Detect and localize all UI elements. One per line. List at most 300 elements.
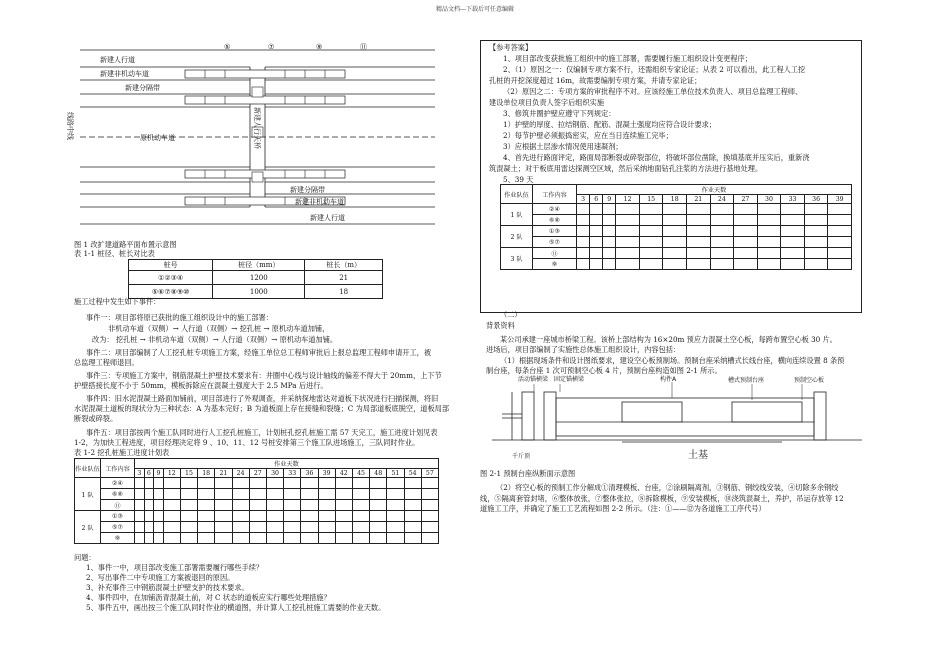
day-cell — [154, 500, 164, 511]
page-header: 精品文档---下载后可任意编辑 — [435, 6, 515, 13]
day-cell — [577, 215, 590, 226]
day-cell — [687, 248, 711, 259]
day-cell — [180, 489, 197, 500]
day-cell — [154, 533, 164, 544]
day-cell — [577, 204, 590, 215]
answer-line: 建设单位项目负责人签字后组织实施 — [489, 98, 605, 107]
table-schedule-12 — [74, 458, 439, 544]
answer-line: 3、修筑井圈护壁应遵守下列规定： — [503, 109, 616, 118]
day-cell — [828, 215, 852, 226]
table-header: 桩号 — [129, 260, 213, 271]
day-cell — [301, 522, 318, 533]
svg-text:预制空心板: 预制空心板 — [794, 377, 825, 384]
day-header: 18 — [198, 469, 215, 478]
day-cell — [198, 500, 215, 511]
table-row — [501, 215, 852, 226]
day-header: 9 — [154, 469, 164, 478]
day-cell — [163, 489, 180, 500]
day-cell — [215, 511, 232, 522]
day-cell — [318, 522, 335, 533]
day-cell — [215, 533, 232, 544]
day-cell — [352, 522, 369, 533]
day-cell — [590, 226, 603, 237]
day-cell — [352, 500, 369, 511]
day-cell — [577, 259, 590, 270]
day-cell — [577, 237, 590, 248]
part2-after: 线，⑤隔离套管封堵，⑥整体放张，⑦整体张拉，⑧拆除模板，⑨安装模板，⑩浇筑混凝土，养护，吊运存放等 12 — [480, 494, 844, 503]
table-row — [501, 248, 852, 259]
day-cell — [404, 522, 421, 533]
part2-line: 制台座，每条台座 1 次可预制空心板 4 片，预制台座构造如图 2-1 所示。 — [486, 366, 722, 375]
day-header: 27 — [734, 195, 758, 204]
day-cell — [663, 215, 687, 226]
day-header: 57 — [421, 469, 438, 478]
question-item: 3、补充事件三中钢筋混凝土护壁支护的技术要求。 — [86, 583, 249, 592]
day-cell — [180, 478, 197, 489]
work-cell: ⑨ — [101, 533, 135, 544]
day-cell — [266, 500, 283, 511]
day-cell — [616, 215, 640, 226]
day-cell — [284, 522, 301, 533]
svg-text:千斤顶: 千斤顶 — [512, 453, 531, 460]
day-cell — [249, 500, 266, 511]
svg-text:原机动车道: 原机动车道 — [140, 134, 175, 142]
questions-title: 问题： — [74, 553, 96, 562]
day-cell — [663, 248, 687, 259]
day-cell — [335, 511, 352, 522]
svg-text:活动锚横梁: 活动锚横梁 — [518, 376, 549, 383]
day-cell — [163, 500, 180, 511]
table-row — [75, 533, 439, 544]
day-cell — [301, 478, 318, 489]
day-cell — [370, 511, 387, 522]
day-cell — [335, 478, 352, 489]
day-cell — [249, 511, 266, 522]
day-cell — [370, 489, 387, 500]
day-cell — [590, 237, 603, 248]
day-cell — [639, 226, 663, 237]
day-cell — [404, 478, 421, 489]
team-cell: 3 队 — [501, 248, 533, 270]
day-cell — [249, 533, 266, 544]
answer-box — [480, 40, 862, 313]
day-cell — [687, 204, 711, 215]
day-cell — [603, 248, 616, 259]
left-text: 施工过程中发生如下事件： — [74, 297, 161, 306]
day-header: 18 — [663, 195, 687, 204]
work-cell: ⑤⑦ — [101, 522, 135, 533]
day-cell — [370, 522, 387, 533]
day-cell — [757, 248, 781, 259]
day-cell — [370, 533, 387, 544]
day-cell — [144, 478, 154, 489]
day-header: 24 — [710, 195, 734, 204]
day-cell — [144, 511, 154, 522]
day-cell — [144, 522, 154, 533]
day-cell — [639, 204, 663, 215]
day-cell — [284, 511, 301, 522]
day-cell — [590, 248, 603, 259]
day-cell — [387, 511, 404, 522]
part2-title: （二） — [500, 310, 522, 319]
day-cell — [757, 237, 781, 248]
col-work: 工作内容 — [533, 185, 577, 204]
day-cell — [387, 478, 404, 489]
day-cell — [266, 511, 283, 522]
day-cell — [616, 204, 640, 215]
day-cell — [710, 226, 734, 237]
day-cell — [266, 478, 283, 489]
day-cell — [318, 511, 335, 522]
day-cell — [804, 226, 828, 237]
day-cell — [404, 511, 421, 522]
table-cell: ⑤⑥⑦⑧⑨⑩ — [129, 285, 213, 299]
day-cell — [318, 489, 335, 500]
day-cell — [215, 478, 232, 489]
day-cell — [352, 478, 369, 489]
day-cell — [370, 478, 387, 489]
day-header: 6 — [144, 469, 154, 478]
day-header: 21 — [215, 469, 232, 478]
day-header: 48 — [370, 469, 387, 478]
table-pile-compare — [128, 259, 383, 299]
table-schedule-answer — [500, 184, 852, 270]
day-cell — [828, 248, 852, 259]
work-cell: ⑥⑧ — [101, 489, 135, 500]
day-header: 3 — [135, 469, 145, 478]
day-cell — [301, 511, 318, 522]
day-cell — [335, 500, 352, 511]
left-text: 1-2，为加快工程进度，项目经理决定将 9 、10、11、12 号桩安排第三个施工队进场施工，三队同时作业。 — [74, 438, 420, 447]
team-cell: 2 队 — [501, 226, 533, 248]
left-text: 事件三：专项施工方案中，钢筋混凝土护壁技术要求有：井圈中心线与设计轴线的偏差不得大于 20mm，上下节 — [86, 371, 442, 380]
team-cell: 2 队 — [75, 511, 101, 544]
col-work: 工作内容 — [101, 459, 135, 478]
day-cell — [335, 533, 352, 544]
table-row — [501, 204, 852, 215]
part2-line: （1）根据现场条件和设计图纸要求，建设空心板预制场。预制台座采纳槽式长线台座，横向连续设置 8 条预 — [500, 356, 845, 365]
day-cell — [284, 500, 301, 511]
day-cell — [663, 259, 687, 270]
day-cell — [687, 237, 711, 248]
part2-after: （2）将空心板的预制工作分解成①清理模板、台座，②涂刷隔离剂，③钢筋、钢绞线安装，④切除多余钢绞 — [496, 483, 839, 492]
day-cell — [421, 511, 438, 522]
svg-text:⑦: ⑦ — [268, 43, 275, 51]
answer-line: 2、（1）原因之一：仅编制专项方案不行，还需组织专家论证；从表 2 可以看出，此工程人工挖 — [503, 65, 806, 74]
day-cell — [639, 215, 663, 226]
day-cell — [663, 226, 687, 237]
svg-text:槽式预制台座: 槽式预制台座 — [728, 377, 765, 384]
day-cell — [352, 533, 369, 544]
table11-title: 表 1-1 桩径、桩长对比表 — [74, 249, 155, 258]
day-header: 3 — [577, 195, 590, 204]
day-cell — [404, 533, 421, 544]
answer-line: （2）原因之二：专项方案的审批程序不对。应该经施工单位技术负责人、项目总监理工程师、 — [503, 87, 803, 96]
day-header: 36 — [301, 469, 318, 478]
day-cell — [828, 226, 852, 237]
day-header: 33 — [781, 195, 805, 204]
day-cell — [198, 478, 215, 489]
day-cell — [284, 533, 301, 544]
day-cell — [163, 522, 180, 533]
table-row — [501, 259, 852, 270]
question-item: 4、事件四中，在加铺沥青混凝土前，对 C 状态的道板应实行哪些处理措施？ — [86, 593, 331, 602]
svg-text:构件A: 构件A — [660, 376, 677, 383]
day-header: 21 — [687, 195, 711, 204]
table-cell: 21 — [305, 271, 383, 285]
day-cell — [781, 204, 805, 215]
day-cell — [603, 226, 616, 237]
day-cell — [804, 215, 828, 226]
answer-line: 1）护壁的厚度、拉结钢筋、配筋、混凝土强度均应符合设计要求； — [503, 120, 717, 129]
work-cell: ②④ — [533, 204, 577, 215]
left-text: 总监理工程师退回。 — [74, 358, 139, 367]
day-cell — [318, 500, 335, 511]
day-cell — [421, 500, 438, 511]
svg-text:新建人行道: 新建人行道 — [310, 214, 345, 222]
day-header: 9 — [603, 195, 616, 204]
day-cell — [135, 511, 145, 522]
work-cell: ⑤⑦ — [533, 237, 577, 248]
day-cell — [232, 511, 249, 522]
day-cell — [232, 522, 249, 533]
day-cell — [616, 226, 640, 237]
day-cell — [710, 204, 734, 215]
left-text: 事件五：项目部按两个施工队同时进行人工挖孔桩施工，计划桩孔挖孔桩施工需 57 天完工，施工进度计划见表 — [86, 428, 438, 437]
left-text: 事件四：旧水泥混凝土路面加铺前，项目部进行了外观调查，并采纳探地雷达对道板下状况进行扫描探测，将旧 — [86, 394, 439, 403]
fig1-caption: 图 1 改扩建道路平面布置示意图 — [74, 240, 177, 249]
day-cell — [335, 522, 352, 533]
day-cell — [663, 237, 687, 248]
day-cell — [421, 522, 438, 533]
table-row — [75, 478, 439, 489]
left-text: 事件一：项目部将原已获批的施工组织设计中的施工部署： — [86, 313, 273, 322]
day-cell — [590, 215, 603, 226]
day-cell — [734, 204, 758, 215]
prefab-bed-figure — [482, 372, 882, 467]
day-cell — [421, 478, 438, 489]
answer-line: 1、项目部改变获批施工组织中的施工部署，需要履行施工组织设计变更程序； — [503, 54, 752, 63]
day-cell — [370, 500, 387, 511]
day-cell — [828, 237, 852, 248]
question-item: 5、事件五中，画出按三个施工队同时作业的横道图，并计算人工挖孔桩施工需要的作业天数。 — [86, 603, 386, 612]
day-cell — [198, 533, 215, 544]
day-header: 54 — [404, 469, 421, 478]
day-cell — [249, 478, 266, 489]
day-cell — [387, 489, 404, 500]
day-cell — [232, 489, 249, 500]
day-cell — [154, 489, 164, 500]
day-cell — [663, 204, 687, 215]
day-cell — [781, 237, 805, 248]
svg-text:新建分隔带: 新建分隔带 — [290, 186, 325, 194]
day-cell — [804, 259, 828, 270]
day-cell — [215, 500, 232, 511]
answer-line: 筑混凝土；对于板底用雷达探测空区域，然后采纳地面钻孔注浆的方法进行基地处理。 — [489, 164, 763, 173]
svg-text:新建非机动车道: 新建非机动车道 — [295, 198, 344, 206]
day-cell — [387, 522, 404, 533]
day-cell — [352, 489, 369, 500]
table-row — [501, 237, 852, 248]
svg-text:⑨: ⑨ — [316, 43, 323, 51]
day-cell — [603, 259, 616, 270]
day-cell — [757, 259, 781, 270]
day-cell — [687, 259, 711, 270]
day-cell — [232, 478, 249, 489]
table-cell: 18 — [305, 285, 383, 299]
day-cell — [135, 478, 145, 489]
day-cell — [198, 489, 215, 500]
table-cell: 1200 — [213, 271, 305, 285]
day-header: 39 — [318, 469, 335, 478]
day-cell — [781, 259, 805, 270]
day-header: 45 — [352, 469, 369, 478]
day-cell — [387, 533, 404, 544]
day-cell — [603, 215, 616, 226]
day-cell — [144, 500, 154, 511]
table-cell: 1000 — [213, 285, 305, 299]
day-cell — [757, 215, 781, 226]
left-text: 水泥混凝土道板的现状分为三种状态：A 为基本完好；B 为道板面上存在接缝和裂缝；C 为局部道板底脱空，道板局部 — [74, 404, 450, 413]
part2-bg: 背景资料 — [486, 321, 515, 330]
day-cell — [135, 522, 145, 533]
day-cell — [215, 489, 232, 500]
day-cell — [135, 489, 145, 500]
day-cell — [804, 204, 828, 215]
day-cell — [616, 248, 640, 259]
day-cell — [284, 489, 301, 500]
day-cell — [734, 259, 758, 270]
day-header: 15 — [639, 195, 663, 204]
day-cell — [301, 533, 318, 544]
day-cell — [215, 522, 232, 533]
day-cell — [284, 478, 301, 489]
road-plan-figure — [66, 42, 440, 237]
day-cell — [154, 522, 164, 533]
table-row — [75, 500, 439, 511]
work-cell: ⑪ — [101, 500, 135, 511]
day-header: 42 — [335, 469, 352, 478]
day-cell — [163, 533, 180, 544]
day-cell — [639, 248, 663, 259]
day-cell — [266, 533, 283, 544]
table12-title: 表 1-2 挖孔桩施工进度计划表 — [74, 448, 170, 457]
col-days: 作业天数 — [135, 459, 439, 469]
svg-text:新建分隔带: 新建分隔带 — [125, 84, 160, 92]
table-cell: ①②③④ — [129, 271, 213, 285]
day-cell — [301, 489, 318, 500]
day-cell — [266, 489, 283, 500]
svg-text:线路中线: 线路中线 — [66, 112, 74, 140]
day-cell — [710, 237, 734, 248]
day-header: 24 — [232, 469, 249, 478]
day-cell — [318, 533, 335, 544]
day-cell — [180, 533, 197, 544]
part2-after: 道施工工序，并确定了施工工艺流程如图 2-2 所示。（注：①——⑫为各道施工工序代号） — [480, 504, 766, 513]
day-cell — [781, 248, 805, 259]
day-header: 36 — [804, 195, 828, 204]
svg-text:固定锚横梁: 固定锚横梁 — [554, 376, 585, 383]
day-cell — [710, 248, 734, 259]
team-cell: 1 队 — [75, 478, 101, 511]
table-row — [501, 226, 852, 237]
table-row — [75, 489, 439, 500]
day-cell — [757, 204, 781, 215]
day-cell — [135, 500, 145, 511]
day-cell — [616, 259, 640, 270]
answer-line: 3）应根据土层渗水情况使用速凝剂； — [503, 142, 623, 151]
day-header: 6 — [590, 195, 603, 204]
day-cell — [616, 237, 640, 248]
road-label: 新建人行道 — [100, 56, 135, 64]
svg-text:⑤: ⑤ — [224, 43, 231, 51]
day-cell — [828, 204, 852, 215]
day-cell — [249, 522, 266, 533]
answer-title: 【参考答案】 — [489, 43, 533, 52]
day-header: 12 — [616, 195, 640, 204]
day-cell — [404, 500, 421, 511]
day-cell — [421, 533, 438, 544]
day-cell — [249, 489, 266, 500]
day-cell — [687, 226, 711, 237]
col-team: 作业队伍 — [75, 459, 101, 478]
day-cell — [180, 511, 197, 522]
work-cell: ②④ — [101, 478, 135, 489]
left-text: 护壁搭接长度不小于 50mm，模板拆除应在混凝土强度大于 2.5 MPa 后进行。 — [74, 381, 328, 390]
day-cell — [232, 533, 249, 544]
day-cell — [154, 511, 164, 522]
table-header: 桩径（mm） — [213, 260, 305, 271]
day-cell — [404, 489, 421, 500]
day-header: 30 — [757, 195, 781, 204]
day-cell — [163, 478, 180, 489]
table-row — [75, 511, 439, 522]
day-cell — [639, 237, 663, 248]
answer-line: 2）每节护壁必须振捣密实，应在当日连续施工完毕； — [503, 131, 673, 140]
day-cell — [577, 226, 590, 237]
day-cell — [387, 500, 404, 511]
team-cell: 1 队 — [501, 204, 533, 226]
day-cell — [710, 215, 734, 226]
col-team: 作业队伍 — [501, 185, 533, 204]
day-cell — [710, 259, 734, 270]
day-cell — [734, 237, 758, 248]
day-cell — [163, 511, 180, 522]
day-cell — [180, 522, 197, 533]
day-cell — [828, 259, 852, 270]
day-header: 33 — [284, 469, 301, 478]
svg-text:新建人行天桥: 新建人行天桥 — [253, 107, 261, 149]
work-cell: ⑪ — [533, 248, 577, 259]
fig2-caption: 图 2-1 预制台座纵断面示意图 — [480, 469, 576, 478]
col-days: 作业天数 — [577, 185, 852, 195]
day-cell — [577, 248, 590, 259]
day-cell — [180, 500, 197, 511]
day-cell — [734, 215, 758, 226]
day-cell — [352, 511, 369, 522]
day-cell — [301, 500, 318, 511]
day-cell — [639, 259, 663, 270]
left-text: 改为： 挖孔桩 → 非机动车道（双侧）→ 人行道（双侧）→ 原机动车道加铺。 — [92, 335, 338, 344]
day-cell — [318, 478, 335, 489]
left-text: 断裂或碎裂。 — [74, 414, 118, 423]
day-header: 39 — [828, 195, 852, 204]
part2-line: 某公司承建一座城市桥梁工程。该桥上部结构为 16×20m 预应力混凝土空心板，每跨布置空心板 30 片。 — [500, 335, 837, 344]
work-cell: ①③ — [533, 226, 577, 237]
answer-line: 4、首先进行路面评定，路面局部断裂或碎裂部位，将破坏部位凿除，换填基底并压实后，重新浇 — [503, 153, 810, 162]
day-header: 51 — [387, 469, 404, 478]
question-item: 1、事件一中，项目部改变施工部署需要履行哪些手续？ — [86, 563, 264, 572]
